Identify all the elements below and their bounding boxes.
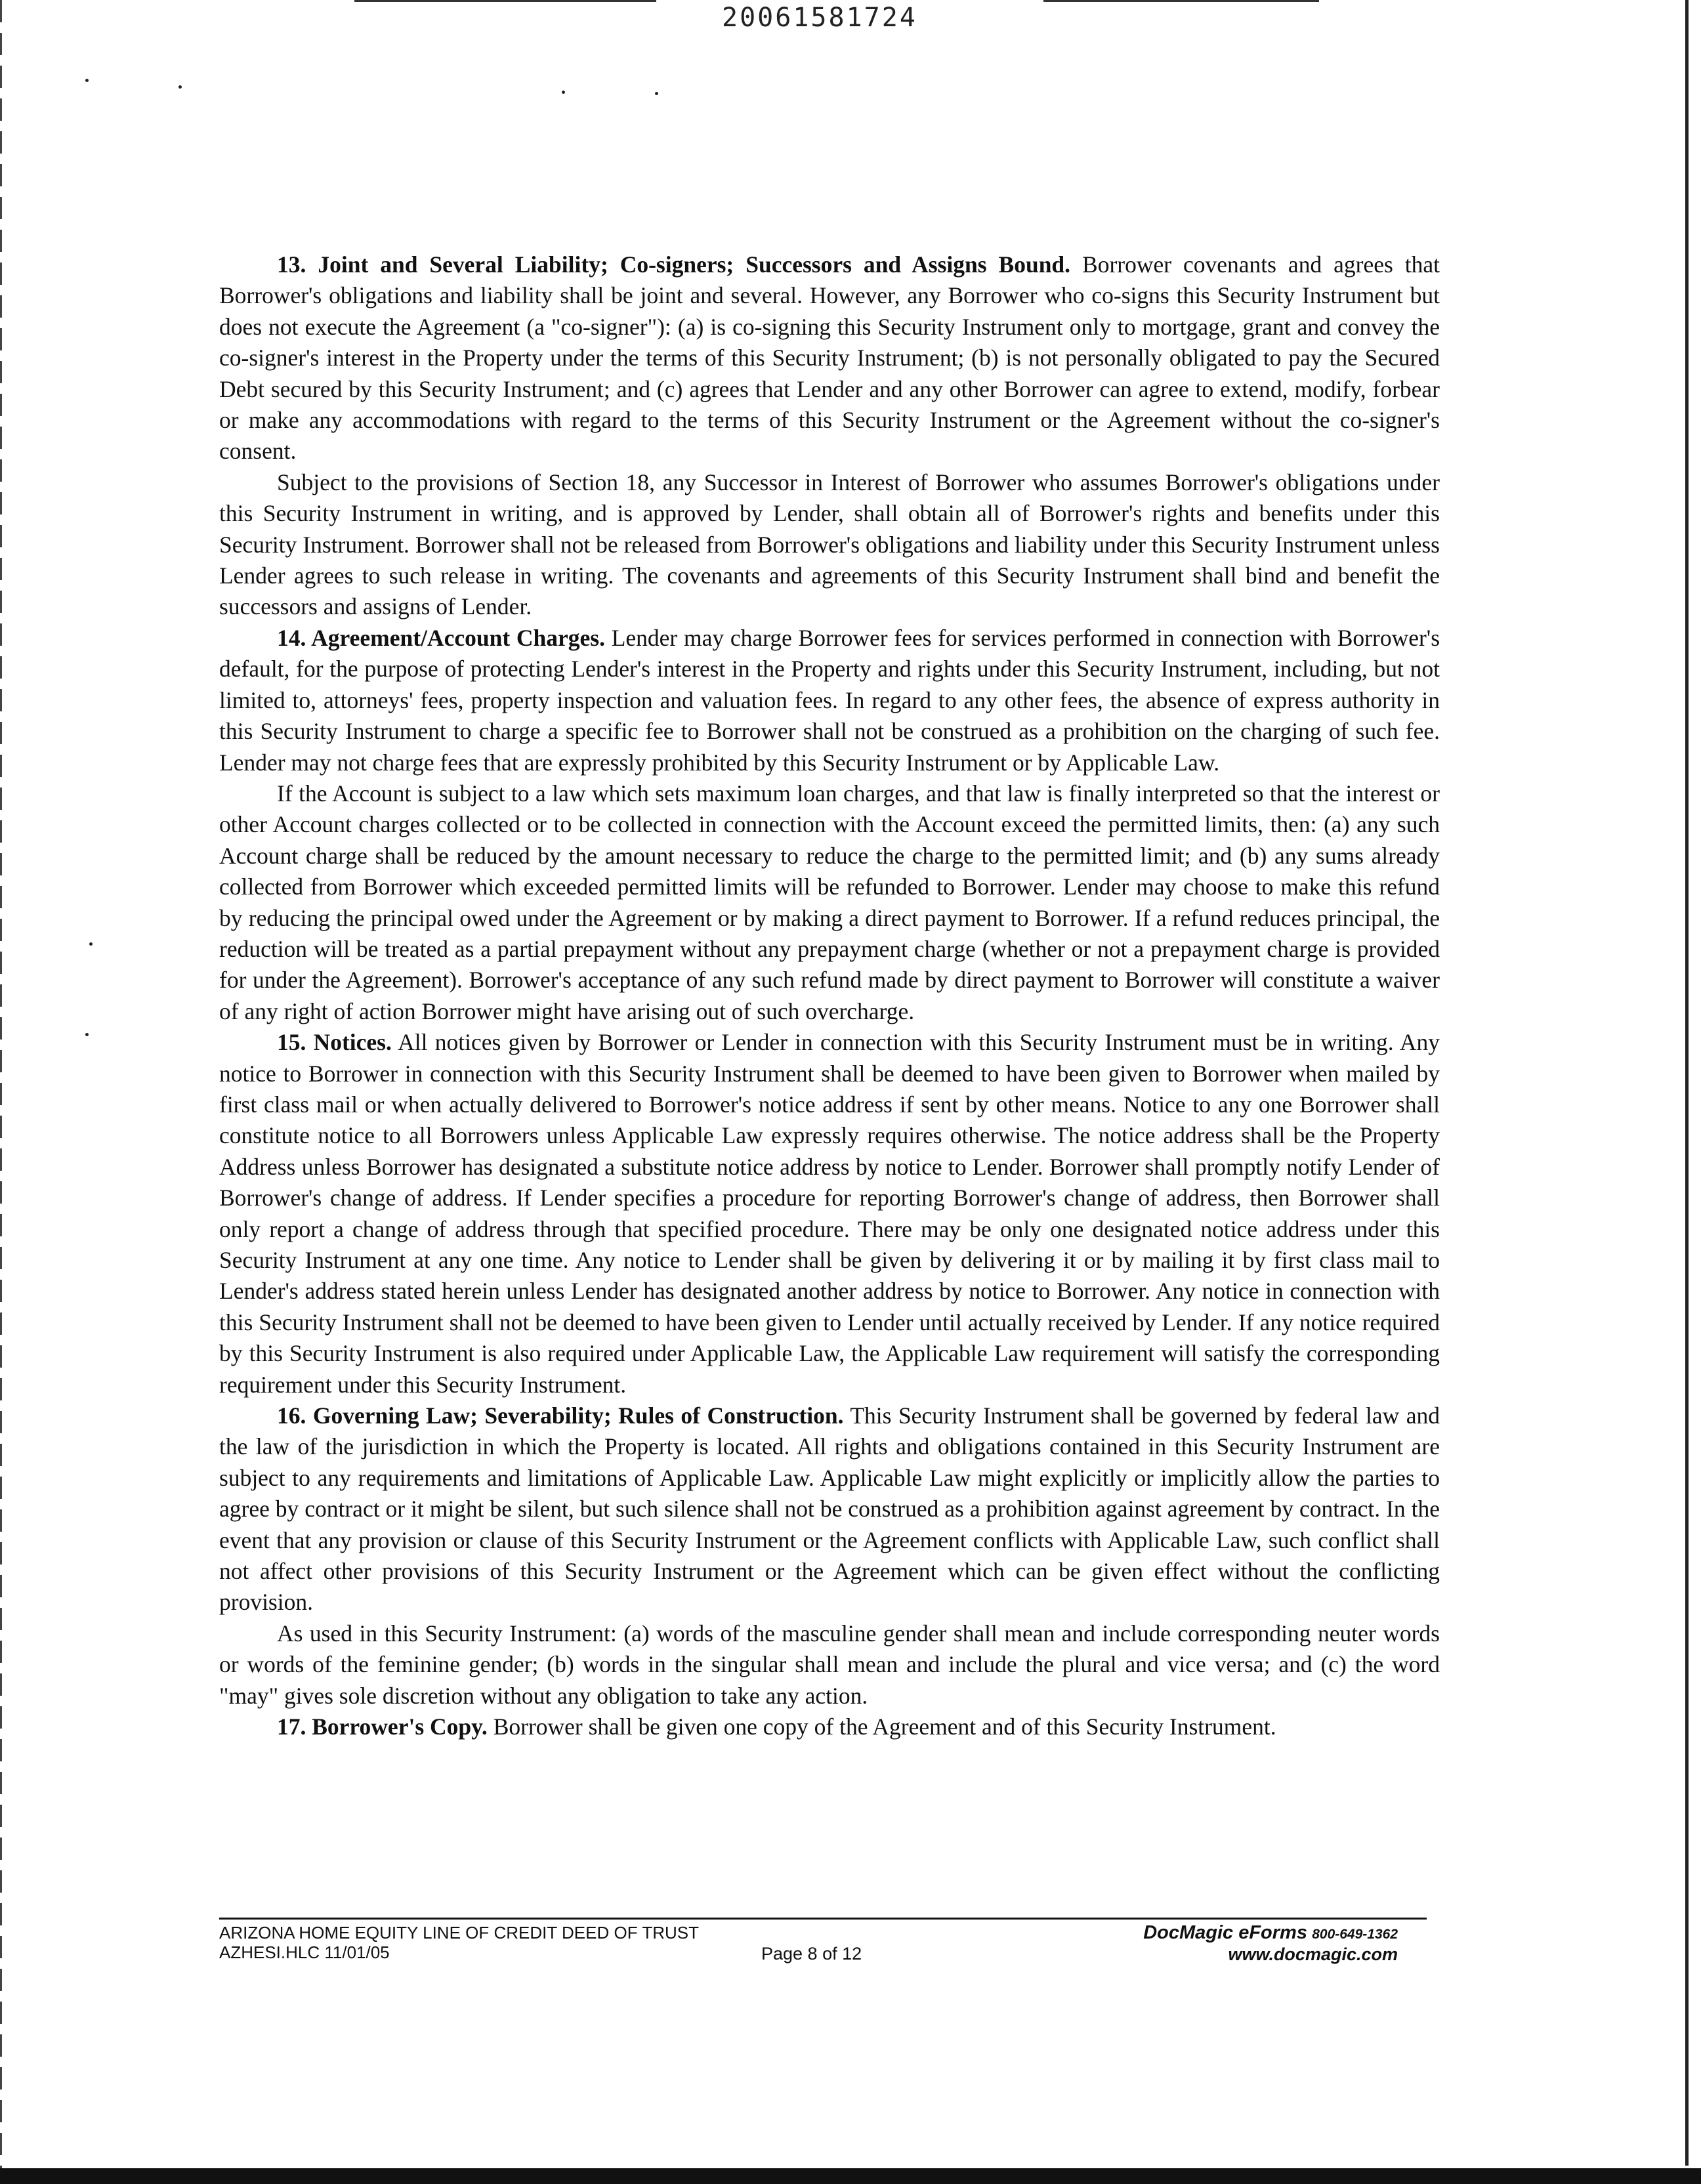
section-16-heading: 16. Governing Law; Severability; Rules of Construction. <box>277 1402 844 1429</box>
footer-form-info <box>219 1923 699 1962</box>
scan-right-edge <box>1685 0 1689 2166</box>
brand-phone: 800-649-1362 <box>1312 1927 1398 1942</box>
section-16-paragraph-1 <box>219 1400 1440 1618</box>
section-14-text: Lender may charge Borrower fees for services performed in connection with Borrower's default, for the purpose of protecting Lender's interest in the Property and rights under this Security Instrument, including, but not limited to, attorneys' fees, property inspection and valuation fees. In regard to any other fees, the absence of express authority in this Security Instrument to charge a specific fee to Borrower shall not be construed as a prohibition on the charging of such fee. Lender may not charge fees that are expressly prohibited by this Security Instrument or by Applicable Law. <box>219 624 1440 776</box>
section-17-heading: 17. Borrower's Copy. <box>277 1713 488 1740</box>
section-15-text: All notices given by Borrower or Lender in connection with this Security Instrument must be in writing. Any notice to Borrower in connection with this Security Instrument shall be deemed to have been given to Borrower when mailed by first class mail or when actually delivered to Borrower's notice address if sent by other means. Notice to any one Borrower shall constitute notice to all Borrowers unless Applicable Law expressly requires otherwise. The notice address shall be the Property Address unless Borrower has designated a substitute notice address by notice to Lender. Borrower shall promptly notify Lender of Borrower's change of address. If Lender specifies a procedure for reporting Borrower's change of address, then Borrower shall only report a change of address through that specified procedure. There may be only one designated notice address under this Security Instrument at any one time. Any notice to Lender shall be given by delivering it or by mailing it by first class mail to Lender's address stated herein unless Lender has designated another address by notice to Borrower. Any notice in connection with this Security Instrument shall not be deemed to have been given to Lender until actually received by Lender. If any notice required by this Security Instrument is also required under Applicable Law, the Applicable Law requirement will satisfy the corresponding requirement under this Security Instrument. <box>219 1029 1440 1398</box>
scan-top-line-left <box>354 0 656 2</box>
section-14-heading: 14. Agreement/Account Charges. <box>277 624 605 651</box>
footer-brand <box>1109 1923 1398 1964</box>
scan-speck <box>178 85 182 89</box>
section-16-paragraph-2: As used in this Security Instrument: (a) words of the masculine gender shall mean and include corresponding neuter words or words of the feminine gender; (b) words in the singular shall mean and include the plural and vice versa; and (c) the word "may" gives sole discretion without any obligation to take any action. <box>219 1620 1440 1709</box>
section-13-paragraph-2: Subject to the provisions of Section 18, any Successor in Interest of Borrower who assumes Borrower's obligations under this Security Instrument in writing, and is approved by Lender, shall obtain all of Borrower's rights and benefits under this Security Instrument. Borrower shall not be released from Borrower's obligations and liability under this Security Instrument unless Lender agrees to such release in writing. The covenants and agreements of this Security Instrument shall bind and benefit the successors and assigns of Lender. <box>219 469 1440 620</box>
brand-website: www.docmagic.com <box>1228 1944 1398 1964</box>
section-13-heading: 13. Joint and Several Liability; Co-signers; Successors and Assigns Bound. <box>277 251 1071 278</box>
scan-top-line-right <box>1043 0 1319 2</box>
section-13-paragraph-1 <box>219 249 1440 467</box>
scan-speck <box>85 79 89 82</box>
section-13-text: Borrower covenants and agrees that Borrower's obligations and liability shall be joint and several. However, any Borrower who co-signs this Security Instrument but does not execute the Agreement (a "co-signer"): (a) is co-signing this Security Instrument only to mortgage, grant and convey the co-signer's interest in the Property under the terms of this Security Instrument; (b) is not personally obligated to pay the Secured Debt secured by this Security Instrument; and (c) agrees that Lender and any other Borrower can agree to extend, modify, forbear or make any accommodations with regard to the terms of this Security Instrument or the Agreement without the co-signer's consent. <box>219 251 1440 465</box>
scan-speck <box>85 1033 89 1036</box>
scan-left-edge <box>0 0 2 2184</box>
document-body <box>219 249 1440 1743</box>
section-17-paragraph-1 <box>219 1712 1440 1742</box>
section-14-paragraph-1 <box>219 623 1440 778</box>
form-title: ARIZONA HOME EQUITY LINE OF CREDIT DEED OF TRUST <box>219 1923 699 1942</box>
document-number: 20061581724 <box>722 3 917 33</box>
section-15-paragraph-1 <box>219 1027 1440 1400</box>
form-code: AZHESI.HLC 11/01/05 <box>219 1942 390 1962</box>
section-15-heading: 15. Notices. <box>277 1029 392 1056</box>
scan-bottom-edge <box>0 2168 1701 2184</box>
section-17-text: Borrower shall be given one copy of the Agreement and of this Security Instrument. <box>493 1713 1276 1740</box>
section-14-paragraph-2: If the Account is subject to a law which sets maximum loan charges, and that law is finally interpreted so that the interest or other Account charges collected or to be collected in connection with the Account exceed the permitted limits, then: (a) any such Account charge shall be reduced by the amount necessary to reduce the charge to the permitted limit; and (b) any sums already collected from Borrower which exceeded permitted limits will be refunded to Borrower. Lender may choose to make this refund by reducing the principal owed under the Agreement or by making a direct payment to Borrower. If a refund reduces principal, the reduction will be treated as a partial prepayment without any prepayment charge (whether or not a prepayment charge is provided for under the Agreement). Borrower's acceptance of any such refund made by direct payment to Borrower will constitute a waiver of any right of action Borrower might have arising out of such overcharge. <box>219 780 1440 1024</box>
page-number: Page 8 of 12 <box>761 1944 862 1964</box>
section-16-text: This Security Instrument shall be governed by federal law and the law of the jurisdiction in which the Property is located. All rights and obligations contained in this Security Instrument are subject to any requirements and limitations of Applicable Law. Applicable Law might explicitly or implicitly allow the parties to agree by contract or it might be silent, but such silence shall not be construed as a prohibition against agreement by contract. In the event that any provision or clause of this Security Instrument or the Agreement conflicts with Applicable Law, such conflict shall not affect other provisions of this Security Instrument or the Agreement which can be given effect without the conflicting provision. <box>219 1402 1440 1616</box>
scan-speck <box>562 91 565 94</box>
footer-rule <box>219 1918 1427 1920</box>
docmagic-logo: DocMagic eForms <box>1143 1922 1307 1943</box>
scan-speck <box>655 92 658 95</box>
scan-speck <box>89 942 93 946</box>
